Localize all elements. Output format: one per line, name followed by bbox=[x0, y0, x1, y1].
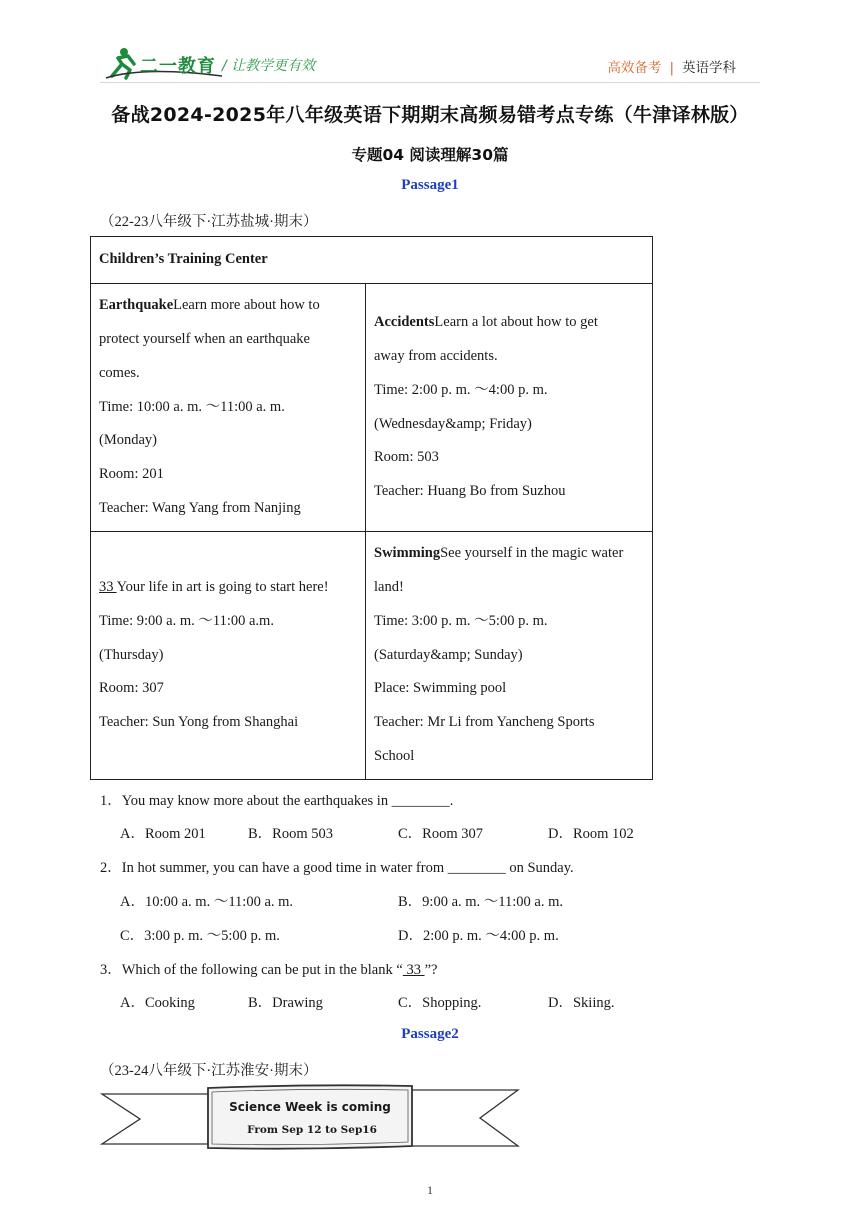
accidents-time: Time: 2:00 p. m. ～4:00 p. m. bbox=[374, 381, 548, 398]
question-1-option-a[interactable]: A．Room 201 bbox=[120, 826, 206, 842]
accidents-name: Accidents bbox=[374, 314, 435, 331]
earthquake-line2: protect yourself when an earthquake bbox=[99, 331, 310, 347]
swimming-day: (Saturday&amp; Sunday) bbox=[374, 646, 523, 663]
question-2-option-d[interactable]: D．2:00 p. m. ～4:00 p. m. bbox=[398, 928, 559, 944]
question-2-option-b[interactable]: B．9:00 a. m. ～11:00 a. m. bbox=[398, 894, 563, 910]
question-1-option-d[interactable]: D．Room 102 bbox=[548, 826, 634, 842]
art-day: (Thursday) bbox=[99, 646, 164, 663]
accidents-line2: away from accidents. bbox=[374, 347, 498, 364]
earthquake-line3: comes. bbox=[99, 364, 140, 381]
swimming-teacher1: Teacher: Mr Li from Yancheng Sports bbox=[374, 714, 595, 731]
page-number: 1 bbox=[427, 1183, 433, 1197]
question-3-option-d[interactable]: D．Skiing. bbox=[548, 995, 615, 1011]
art-time: Time: 9:00 a. m. ～11:00 a.m. bbox=[99, 612, 274, 629]
question-3-stem-after: ”? bbox=[424, 962, 438, 978]
art-blank: 33 bbox=[99, 579, 117, 595]
header-separator: | bbox=[669, 60, 674, 76]
earthquake-line1: Learn more about how to bbox=[173, 297, 320, 314]
earthquake-name: Earthquake bbox=[99, 297, 174, 314]
swimming-cell bbox=[366, 532, 653, 780]
question-2-option-c[interactable]: C．3:00 p. m. ～5:00 p. m. bbox=[120, 928, 280, 944]
accidents-teacher: Teacher: Huang Bo from Suzhou bbox=[374, 483, 566, 500]
question-3-option-a[interactable]: A．Cooking bbox=[120, 995, 195, 1011]
accidents-line1: Learn a lot about how to get bbox=[434, 314, 598, 331]
question-3-stem-before: 3．Which of the following can be put in the blank “ bbox=[100, 962, 403, 978]
earthquake-teacher: Teacher: Wang Yang from Nanjing bbox=[99, 499, 301, 516]
question-3-stem bbox=[100, 958, 437, 979]
question-2-stem: 2．In hot summer, you can have a good time in water from ________ on Sunday. bbox=[100, 860, 574, 876]
passage1-source: （22-23八年级下·江苏盐城·期末） bbox=[100, 214, 318, 230]
header-right bbox=[607, 56, 736, 76]
question-1-option-c[interactable]: C．Room 307 bbox=[398, 826, 483, 842]
earthquake-cell bbox=[91, 284, 366, 532]
earthquake-day: (Monday) bbox=[99, 432, 157, 449]
art-line1: Your life in art is going to start here! bbox=[116, 579, 329, 595]
question-1-option-b[interactable]: B．Room 503 bbox=[248, 826, 333, 842]
banner-title: Science Week is coming bbox=[229, 1100, 391, 1114]
art-teacher: Teacher: Sun Yong from Shanghai bbox=[99, 714, 299, 731]
swimming-place: Place: Swimming pool bbox=[374, 680, 507, 697]
table-heading: Children’s Training Center bbox=[91, 237, 653, 284]
page-subtitle: 专题04 阅读理解30篇 bbox=[351, 146, 509, 164]
question-3-blank: 33 bbox=[402, 962, 425, 978]
swimming-teacher2: School bbox=[374, 747, 415, 764]
page-title: 备战2024-2025年八年级英语下期期末高频易错考点专练（牛津译林版） bbox=[111, 104, 749, 126]
question-3-option-c[interactable]: C．Shopping. bbox=[398, 995, 482, 1011]
training-center-table bbox=[90, 236, 653, 780]
question-2-option-a[interactable]: A．10:00 a. m. ～11:00 a. m. bbox=[120, 894, 294, 910]
slogan: / 让教学更有效 bbox=[222, 58, 316, 74]
header-divider bbox=[100, 82, 760, 83]
science-week-banner bbox=[100, 1084, 520, 1150]
passage2-source: （23-24八年级下·江苏淮安·期末） bbox=[100, 1063, 318, 1079]
question-3-option-b[interactable]: B．Drawing bbox=[248, 995, 323, 1011]
logo-text: 二一教育 bbox=[140, 56, 216, 77]
question-1-stem: 1．You may know more about the earthquakes in ________. bbox=[100, 793, 454, 809]
art-room: Room: 307 bbox=[99, 680, 164, 697]
header-subject: 英语学科 bbox=[682, 60, 736, 76]
swimming-name: Swimming bbox=[374, 545, 441, 562]
passage1-label: Passage1 bbox=[401, 177, 459, 193]
swimming-time: Time: 3:00 p. m. ～5:00 p. m. bbox=[374, 612, 548, 629]
swimming-line2: land! bbox=[374, 579, 404, 595]
accidents-cell bbox=[366, 284, 653, 532]
swimming-line1: See yourself in the magic water bbox=[440, 545, 624, 562]
accidents-day: (Wednesday&amp; Friday) bbox=[374, 415, 532, 432]
art-cell bbox=[91, 532, 366, 780]
passage2-label: Passage2 bbox=[401, 1026, 459, 1042]
banner-subtitle: From Sep 12 to Sep16 bbox=[247, 1124, 377, 1136]
accidents-room: Room: 503 bbox=[374, 449, 439, 466]
header-tag: 高效备考 bbox=[607, 60, 662, 76]
earthquake-time: Time: 10:00 a. m. ～11:00 a. m. bbox=[99, 398, 285, 415]
earthquake-room: Room: 201 bbox=[99, 466, 164, 483]
